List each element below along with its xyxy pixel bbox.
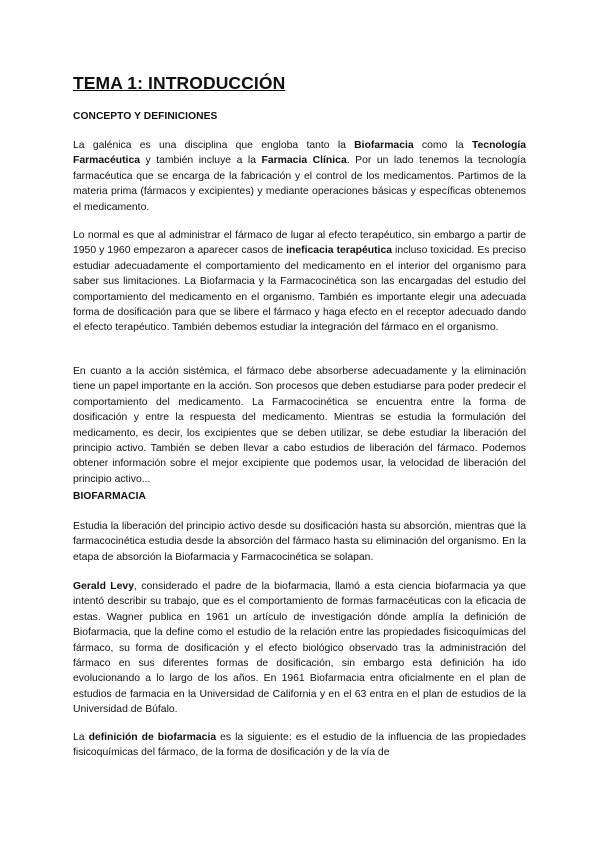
term-farmacia-clinica: Farmacia Clínica (261, 155, 347, 167)
term-gerald-levy: Gerald Levy (73, 581, 134, 592)
term-tecnologia-farmaceutica: Tecnología Farmacéutica (73, 140, 527, 167)
section-heading-concepto: CONCEPTO Y DEFINICIONES (73, 111, 218, 122)
paragraph-gerald-levy: Gerald Levy, considerado el padre de la biofarmacia, llamó a esta ciencia biofarmacia ya que intentó describir su trabajo, que es el comportamiento de formas farmacéuticas con la eficacia de estas. Wagner publica en 1961 un artículo de investigación dónde amplía la definición de Biofarmacia, que la define como el estudio de la relación entre las propiedades fisicoquímicas del fármaco, su forma de dosificación y el efecto biológico observado tras la administración del fármaco en sus diferentes formas de dosificación, sin embargo esta definición ha ido evolucionando a lo largo de los años. En 1961 Biofarmacia entra oficialmente en el plan de estudios de farmacia en la Universidad de California y en el 63 entra en el plan de estudios de la Universidad de Búfalo. (73, 581, 526, 716)
section-heading-biofarmacia: BIOFARMACIA (73, 491, 146, 502)
document-title: TEMA 1: INTRODUCCIÓN (73, 73, 286, 93)
paragraph-definicion: La definición de biofarmacia es la siguiente: es el estudio de la influencia de las propiedades fisicoquímicas del fármaco, de la forma de dosificación y de la vía de (73, 732, 526, 759)
paragraph-galenica: La galénica es una disciplina que engloba tanto la Biofarmacia como la Tecnología Farmacéutica y también incluye a la Farmacia Clínica. Por un lado tenemos la tecnología farmacéutica que se encarga de la fabricación y el control de los medicamentos. Partimos de la materia prima (fármacos y excipientes) y mediante operaciones básicas y específicas obtenemos el medicamento. (73, 140, 527, 213)
paragraph-ineficacia: Lo normal es que al administrar el fármaco de lugar al efecto terapéutico, sin embargo a partir de 1950 y 1960 empezaron a aparecer casos de ineficacia terapéutica incluso toxicidad. Es preciso estudiar adecuadamente el comportamiento del medicamento en el interior del organismo para saber sus limitaciones. La Biofarmacia y la Farmacocinética son las encargadas del estudio del comportamiento del medicamento en el organismo. También es importante elegir una adecuada forma de dosificación para que se libere el fármaco y haga efecto en el receptor adecuado dando el efecto terapéutico. También debemos estudiar la integración del fármaco en el organismo. (73, 230, 527, 334)
term-biofarmacia: Biofarmacia (354, 140, 414, 151)
paragraph-liberacion: Estudia la liberación del principio activo desde su dosificación hasta su absorción, mientras que la farmacocinética estudia desde la absorción del fármaco hasta su eliminación del organismo. En la etapa de absorción la Biofarmacia y Farmacocinética se solapan. (73, 521, 526, 563)
paragraph-accion-sistemica: En cuanto a la acción sistémica, el fármaco debe absorberse adecuadamente y la eliminación tiene un papel importante en la acción. Son procesos que deben estudiarse para poder predecir el comportamiento del medicamento. La Farmacocinética se encuentra entre la forma de dosificación y entre la respuesta del medicamento. Mientras se estudia la formulación del medicamento, es decir, los excipientes que se deben utilizar, se debe estudiar la liberación del principio activo. También se deben llevar a cabo estudios de liberación del fármaco. Podemos obtener información sobre el mejor excipiente que podemos usar, la velocidad de liberación del principio activo... (73, 366, 526, 485)
term-ineficacia-terapeutica: ineficacia terapéutica (286, 245, 393, 257)
term-definicion-biofarmacia: definición de biofarmacia (88, 732, 217, 743)
